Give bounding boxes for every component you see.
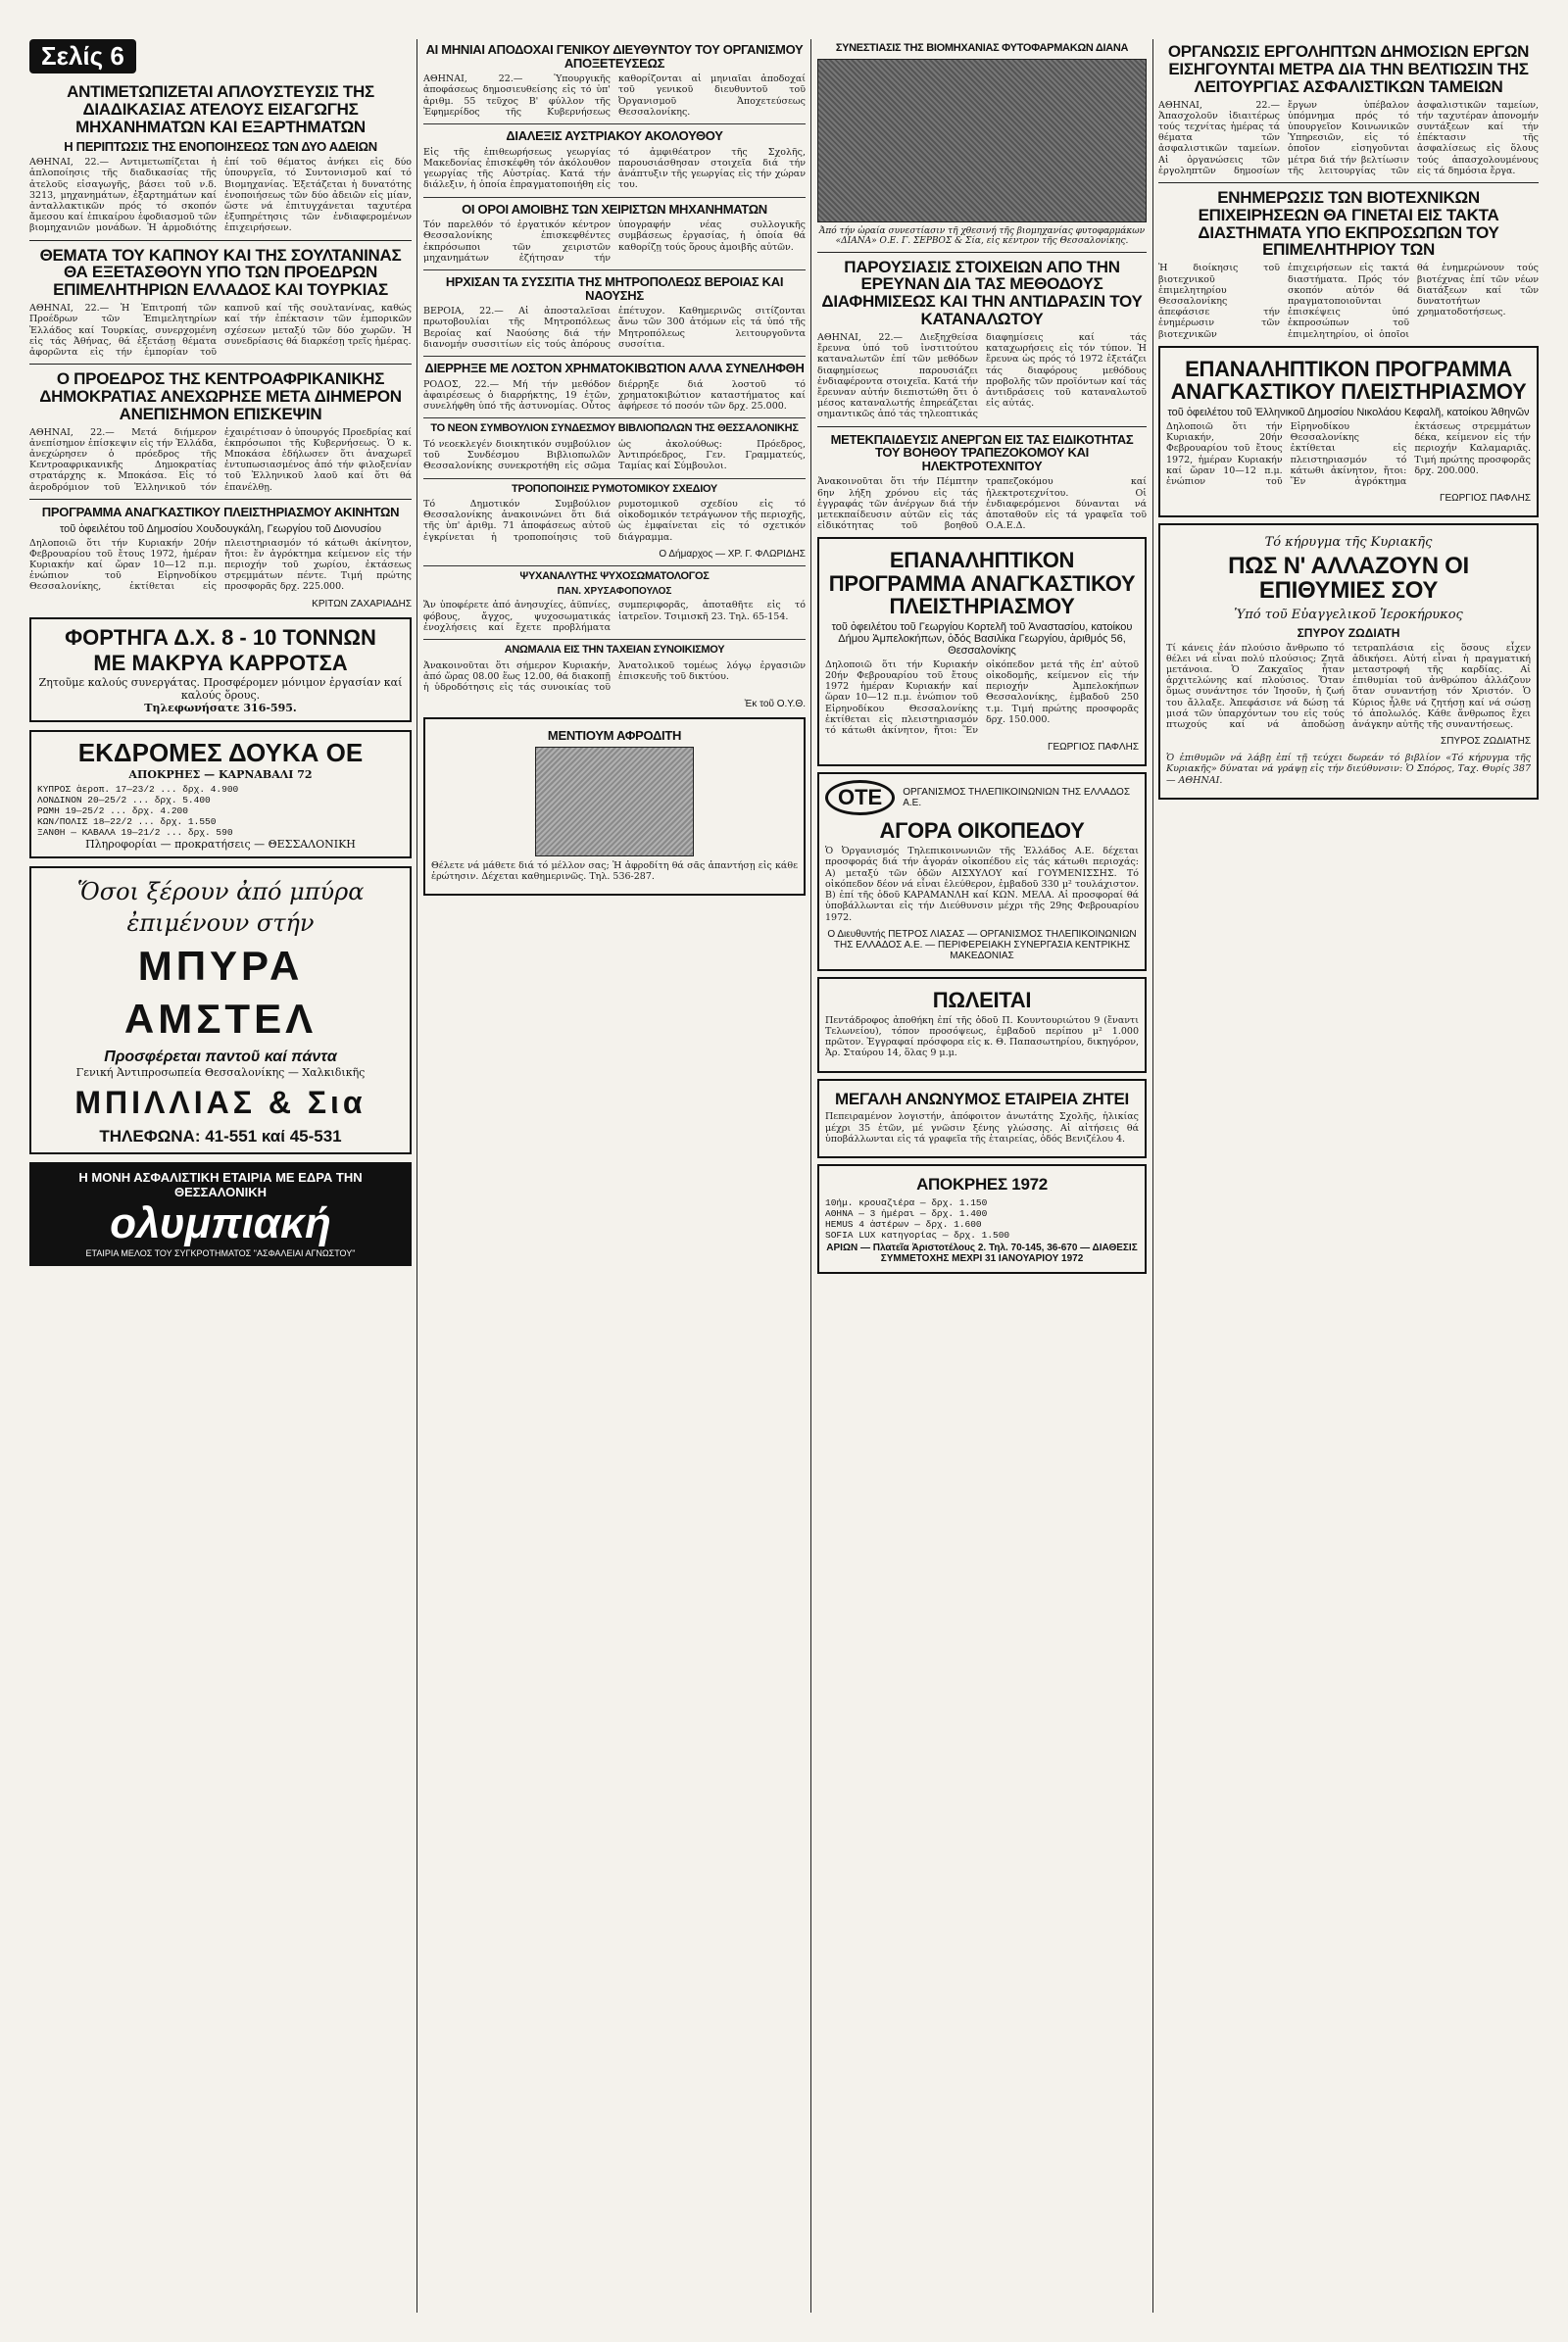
org-name: ΟΡΓΑΝΙΣΜΟΣ ΤΗΛΕΠΙΚΟΙΝΩΝΙΩΝ ΤΗΣ ΕΛΛΑΔΟΣ Α.Ε. xyxy=(903,787,1131,809)
subheadline: τοῦ ὀφειλέτου τοῦ Δημοσίου Χουδουγκάλη, Γεωργίου τοῦ Διονυσίου xyxy=(59,522,382,535)
ad-row: ΡΩΜΗ 19—25/2 ... δρχ. 4.200 xyxy=(37,805,188,816)
article-body: Ἀνακοινοῦται ὅτι τήν Πέμπτην 6ην λήξη χρόνου εἰς τάς ἐγγραφάς τῶν ἀνέργων διά τήν μετεκπαίδευσιν αὐτῶν εἰς τάς εἰδικότητας τοῦ βοηθοῦ τραπεζοκόμου καί ἠλεκτροτεχνίτου. Οἱ ἐνδιαφερόμενοι δύνανται νά ἀποταθοῦν εἰς τά γραφεῖα τοῦ Ο.Α.Ε.Δ. xyxy=(817,476,1147,532)
signature: ΚΡΙΤΩΝ ΖΑΧΑΡΙΑΔΗΣ xyxy=(312,598,412,610)
ote-logo: ΟΤΕ xyxy=(825,780,895,815)
article-repeat-auction-2 xyxy=(1158,346,1539,517)
ad-brand: ΜΠΥΡΑ xyxy=(137,942,304,989)
byline: Ὑπό τοῦ Εὐαγγελικοῦ Ἱεροκήρυκος xyxy=(1234,607,1463,622)
article-tobacco-sultanina xyxy=(29,247,412,359)
column-1 xyxy=(29,39,412,2313)
ad-douka-excursions xyxy=(29,730,412,858)
column-2 xyxy=(423,39,806,2313)
headline: ΠΑΡΟΥΣΙΑΣΙΣ ΣΤΟΙΧΕΙΩΝ ΑΠΟ ΤΗΝ ΕΡΕΥΝΑΝ ΔΙΑ ΤΑΣ ΜΕΘΟΔΟΥΣ ΔΙΑΦΗΜΙΣΕΩΣ ΚΑΙ ΤΗΝ ΑΝΤΙΔΡΑΣΙΝ ΤΟΥ ΚΑΤΑΝΑΛΩΤΟΥ xyxy=(821,257,1143,329)
ad-row: ΚΩΝ/ΠΟΛΙΣ 18—22/2 ... δρχ. 1.550 xyxy=(37,815,217,827)
article-body: ΡΟΔΟΣ, 22.— Μή τήν μεθόδον ἀφαιρέσεως ὁ διαρρήκτης, 19 ἐτῶν, συνελήφθη ὑπό τῆς ἀστυνομίας. Οὗτος διέρρηξε διά λοστοῦ τό χρηματοκιβώτιον καταστήματος καί ἀφήρεσε τό ποσόν τῶν δρχ. 25.000. xyxy=(423,378,806,413)
ad-body: Πεπειραμένον λογιστήν, ἀπόφοιτον ἀνωτάτης Σχολῆς, ἡλικίας μέχρι 35 ἐτῶν, μέ γνῶσιν ξένης γλώσσης. Αἱ αἰτήσεις θά ὑποβάλλωνται εἰς τά γραφεῖα τῆς ἑταιρείας, ὁδός Βενιζέλου 4. xyxy=(825,1111,1139,1145)
headline: ΑΝΤΙΜΕΤΩΠΙΖΕΤΑΙ ΑΠΛΟΥΣΤΕΥΣΙΣ ΤΗΣ ΔΙΑΔΙΚΑΣΙΑΣ ΑΤΕΛΟΥΣ ΕΙΣΑΓΩΓΗΣ ΜΗΧΑΝΗΜΑΤΩΝ ΚΑΙ ΕΞΑΡΤΗΜΑΤΩΝ xyxy=(67,82,374,136)
signature: ΣΠΥΡΟΣ ΖΩΔΙΑΤΗΣ xyxy=(1441,736,1531,748)
ad-row: ΚΥΠΡΟΣ ἀεροπ. 17—23/2 ... δρχ. 4.900 xyxy=(37,783,239,795)
article-booksellers-council xyxy=(423,423,806,471)
headline: ΕΠΑΝΑΛΗΠΤΙΚΟΝ ΠΡΟΓΡΑΜΜΑ ΑΝΑΓΚΑΣΤΙΚΟΥ ΠΛΕΙΣΤΗΡΙΑΣΜΟΥ xyxy=(828,548,1136,618)
headline: ΠΩΣ Ν' ΑΛΛΑΖΟΥΝ ΟΙ ΕΠΙΘΥΜΙΕΣ ΣΟΥ xyxy=(1228,553,1469,605)
article-austrian-lecture xyxy=(423,129,806,190)
ad-footer: ΑΡΙΩΝ — Πλατεῖα Ἀριστοτέλους 2. Τηλ. 70-145, 36-670 — ΔΙΑΘΕΣΙΣ ΣΥΜΜΕΤΟΧΗΣ ΜΕΧΡΙ 31 ΙΑΝΟΥΑΡΙΟΥ 1972 xyxy=(826,1242,1138,1264)
headline: ΕΠΑΝΑΛΗΠΤΙΚΟΝ ΠΡΟΓΡΑΜΜΑ ΑΝΑΓΚΑΣΤΙΚΟΥ ΠΛΕΙΣΤΗΡΙΑΣΜΟΥ xyxy=(1170,356,1527,404)
ad-tagline: Η ΜΟΝΗ ΑΣΦΑΛΙΣΤΙΚΗ ΕΤΑΙΡΙΑ ΜΕ ΕΔΡΑ ΤΗΝ ΘΕΣΣΑΛΟΝΙΚΗ xyxy=(78,1169,363,1199)
headline: ΕΝΗΜΕΡΩΣΙΣ ΤΩΝ ΒΙΟΤΕΧΝΙΚΩΝ ΕΠΙΧΕΙΡΗΣΕΩΝ ΘΑ ΓΙΝΕΤΑΙ ΕΙΣ ΤΑΚΤΑ ΔΙΑΣΤΗΜΑΤΑ ΥΠΟ ΕΚΠΡΟΣΩΠΩΝ ΤΟΥ ΕΠΙΜΕΛΗΤΗΡΙΟΥ ΤΩΝ xyxy=(1198,187,1499,260)
headline: ΜΕΓΑΛΗ ΑΝΩΝΥΜΟΣ ΕΤΑΙΡΕΙΑ ΖΗΤΕΙ xyxy=(835,1089,1129,1108)
headline: ΤΟ ΝΕΟΝ ΣΥΜΒΟΥΛΙΟΝ ΣΥΝΔΕΣΜΟΥ ΒΙΒΛΙΟΠΩΛΩΝ ΤΗΣ ΘΕΣΣΑΛΟΝΙΚΗΣ xyxy=(430,422,799,435)
page-number-tag: Σελίς 6 xyxy=(29,39,136,73)
article-body: ΒΕΡΟΙΑ, 22.— Αἱ ἀποσταλεῖσαι πρωτοβουλίαι τῆς Μητροπόλεως Βεροίας καί Ναούσης διά τήν διανομήν συσσιτίων εἰς τούς ἀπόρους ἐπέτυχον. Καθημερινῶς σιτίζονται ἄνω τῶν 300 ἀτόμων εἰς τά ὑπό τῆς Μητροπόλεως λειτουργοῦντα συσσίτια. xyxy=(423,306,806,350)
article-body: Τόν παρελθόν τό ἐργατικόν κέντρον Θεσσαλονίκης ἐπισκεφθέντες ἐκπρόσωποι τῶν χειριστῶν μηχανημάτων ἐζήτησαν τήν ὑπογραφήν νέας συλλογικῆς συμβάσεως ἐργασίας, ἡ ὁποία θά καθορίζῃ τούς ὅρους ἀμοιβῆς αὐτῶν. xyxy=(423,220,806,264)
headline: ΘΕΜΑΤΑ ΤΟΥ ΚΑΠΝΟΥ ΚΑΙ ΤΗΣ ΣΟΥΛΤΑΝΙΝΑΣ ΘΑ ΕΞΕΤΑΣΘΟΥΝ ΥΠΟ ΤΩΝ ΠΡΟΕΔΡΩΝ ΕΠΙΜΕΛΗΤΗΡΙΩΝ ΕΛΛΑΔΟΣ ΚΑΙ ΤΟΥΡΚΙΑΣ xyxy=(39,245,402,300)
headline: ΑΠΟΚΡΗΕΣ 1972 xyxy=(916,1175,1048,1195)
article-import-machinery xyxy=(29,83,412,234)
notice-body: Ὁ Ὀργανισμός Τηλεπικοινωνιῶν τῆς Ἑλλάδος Α.Ε. δέχεται προσφοράς διά τήν ἀγοράν οἰκοπέδου εἰς τάς κάτωθι περιοχάς: Α) μεταξύ τῶν ὁδῶν ΑΙΣΧΥΛΟΥ καί ΓΟΥΜΕΝΙΣΣΗΣ. Τό οἰκόπεδον δέον νά εἶναι ἐλεύθερον, ἐμβαδοῦ 330 μ² τουλάχιστον. Β) ἐπί τῆς ὁδοῦ ΚΑΡΑΜΑΝΛΗ καί ΚΩΝ. ΜΕΛΑ. Αἱ προσφοραί θά ὑποβάλλωνται εἰς τήν Διεύθυνσιν μέχρι τῆς 29ης Φεβρουαρίου 1972. xyxy=(825,846,1139,923)
article-auction-program xyxy=(29,506,412,610)
article-director-salary xyxy=(423,43,806,118)
headline: ΟΡΓΑΝΩΣΙΣ ΕΡΓΟΛΗΠΤΩΝ ΔΗΜΟΣΙΩΝ ΕΡΓΩΝ ΕΙΣΗΓΟΥΝΤΑΙ ΜΕΤΡΑ ΔΙΑ ΤΗΝ ΒΕΛΤΙΩΣΙΝ ΤΗΣ ΛΕΙΤΟΥΡΓΙΑΣ ΑΣΦΑΛΙΣΤΙΚΩΝ ΤΑΜΕΙΩΝ xyxy=(1167,42,1530,96)
signature: Ἐκ τοῦ Ο.Υ.Θ. xyxy=(744,699,806,710)
article-body: Ἡ διοίκησις τοῦ βιοτεχνικοῦ ἐπιμελητηρίου Θεσσαλονίκης ἀπεφάσισε τήν ἐνημέρωσιν τῶν βιοτεχνικῶν ἐπιχειρήσεων εἰς τακτά διαστήματα. Πρός τόν σκοπόν αὐτόν θά πραγματοποιοῦνται ἐπισκέψεις ὑπό ἐκπροσώπων τοῦ ἐπιμελητηρίου, οἱ ὁποῖοι θά ἐνημερώνουν τούς βιοτέχνας ἐπί τῶν νέων διατάξεων καί τῶν δυνατοτήτων χρηματοδοτήσεως. xyxy=(1158,263,1539,340)
article-town-plan xyxy=(423,484,806,560)
article-body: ΑΘΗΝΑΙ, 22.— Διεξηχθείσα ἔρευνα ὑπό τοῦ ἰνστιτούτου καταναλωτῶν ἐπί τῶν μεθόδων διαφημίσεως παρουσιάζει ἐνδιαφέροντα στοιχεῖα. Κατά τήν ἔρευναν αὐτήν διεπιστώθη ὅτι ὁ μέσος καταναλωτής ἐπηρεάζεται σημαντικῶς ἀπό τάς τηλεοπτικάς διαφημίσεις καί τάς καταχωρήσεις εἰς τόν τύπον. Ἡ ἔρευνα ὡς πρός τό 1972 ἐξετάζει τάς διαφόρους μεθόδους προβολῆς τῶν προϊόντων καί τάς ἀντιδράσεις τοῦ καταναλωτοῦ εἰς αὐτάς. xyxy=(817,331,1147,420)
article-body: ΑΘΗΝΑΙ, 22.— Αντιμετωπίζεται ἡ ἁπλοποίησις τῆς διαδικασίας τῆς ἀτελοῦς εἰσαγωγῆς, βάσει τοῦ ν.δ. 3213, μηχανημάτων, ἐξαρτημάτων καί ἀνταλλακτικῶν πρός τό σκοπόν ἄμεσου καί ἐπικαίρου ἐφοδιασμοῦ τῶν βιομηχανιῶν μονάδων. Ἡ ἁρμοδιότης ἐπί τοῦ θέματος ἀνήκει εἰς δύο ὑπουργεῖα, τό Συντονισμοῦ καί τό Βιομηχανίας. Ἐξετάζεται ἡ δυνατότης ἐνοποιήσεως τῶν δύο ἀδειῶν εἰς μίαν, ὥστε νά ἐπιτυγχάνεται ταχυτέρα ἐξυπηρέτησις τῶν ἐνδιαφερομένων ἐπιχειρήσεων. xyxy=(29,157,412,234)
article-body: ΑΘΗΝΑΙ, 22.— Ἀπασχολοῦν ἰδιαιτέρως τούς τεχνίτας ἡμέρας τά θέματα τῶν ἀσφαλιστικῶν ταμείων. Αἱ ὀργανώσεις τῶν ἐργοληπτῶν δημοσίων ἔργων ὑπέβαλον ὑπόμνημα πρός τό ὑπουργεῖον Κοινωνικῶν Ὑπηρεσιῶν, εἰς τό ὁποῖον εἰσηγοῦνται μέτρα διά τήν βελτίωσιν τῆς λειτουργίας τῶν ἀσφαλιστικῶν ταμείων, τήν ταχυτέραν ἀπονομήν συντάξεων καί τήν ἐπέκτασιν τῆς ἀσφαλίσεως εἰς ὅλους τούς ἀπασχολουμένους εἰς τά δημόσια ἔργα. xyxy=(1158,99,1539,176)
headline: ΔΙΕΡΡΗΞΕ ΜΕ ΛΟΣΤΟΝ ΧΡΗΜΑΤΟΚΙΒΩΤΙΟΝ ΑΛΛΑ ΣΥΝΕΛΗΦΘΗ xyxy=(424,361,805,376)
article-body: Ἄν ὑποφέρετε ἀπό ἀνησυχίες, ἀϋπνίες, φόβους, ἄγχος, ψυχοσωματικάς ἐνοχλήσεις καί ἔχετε προβλήματα συμπεριφορᾶς, ἀποταθῆτε εἰς τό ἰατρεῖον. Τσιμισκῆ 23. Τηλ. 65-154. xyxy=(423,600,806,633)
article-central-african-president xyxy=(29,370,412,493)
photo-caption: Ἀπό τήν ὡραία συνεστίασιν τῆ χθεσινή τῆς βιομηχανίας φυτοφαρμάκων «ΔΙΑΝΑ» Ο.Ε. Γ. ΣΕΡΒΟΣ & Σία, εἰς κέντρον τῆς Θεσσαλονίκης. xyxy=(818,225,1146,246)
article-water-supply xyxy=(423,645,806,709)
column-4 xyxy=(1158,39,1539,2313)
ad-medium-afroditi xyxy=(423,717,806,896)
olympiaki-logo: ολυμπιακή xyxy=(110,1198,331,1247)
author: ΣΠΥΡΟΥ ΖΩΔΙΑΤΗ xyxy=(1297,625,1400,640)
column-rule xyxy=(810,39,811,2313)
subheadline: τοῦ ὀφειλέτου τοῦ Ἑλληνικοῦ Δημοσίου Νικολάου Κεφαλῆ, κατοίκου Ἀθηνῶν xyxy=(1167,406,1530,418)
headline: ΔΙΑΛΕΞΙΣ ΑΥΣΤΡΙΑΚΟΥ ΑΚΟΛΟΥΘΟΥ xyxy=(506,128,723,144)
kicker: Τό κήρυγμα τῆς Κυριακῆς xyxy=(1264,535,1433,551)
article-operators-wages xyxy=(423,203,806,264)
article-body: Τό Δημοτικόν Συμβούλιον Θεσσαλονίκης ἀνακοινώνει ὅτι διά τῆς ὑπ' ἀριθμ. 71 ἀποφάσεως αὐτοῦ ἐγκρίνεται ἡ τροποποίησις τοῦ ρυμοτομικοῦ σχεδίου εἰς τό οἰκοδομικόν τετράγωνον τῆς περιοχῆς, ὡς ἐμφαίνεται εἰς τό σχετικόν διάγραμμα. xyxy=(423,499,806,543)
ad-row: ΞΑΝΘΗ — ΚΑΒΑΛΑ 19—21/2 ... δρχ. 590 xyxy=(37,826,233,838)
headline: ΑΓΟΡΑ ΟΙΚΟΠΕΔΟΥ xyxy=(879,818,1085,844)
headline: ΟΙ ΟΡΟΙ ΑΜΟΙΒΗΣ ΤΩΝ ΧΕΙΡΙΣΤΩΝ ΜΗΧΑΝΗΜΑΤΩΝ xyxy=(462,201,767,217)
ad-line: Ὅσοι ξέρουν ἀπό μπύρα xyxy=(76,877,365,905)
ad-line: ΜΕ ΜΑΚΡΥΑ ΚΑΡΡΟΤΣΑ xyxy=(93,650,348,675)
ad-company: ΜΠΙΛΛΙΑΣ & Σια xyxy=(74,1084,367,1120)
headline: ΑΙ ΜΗΝΙΑΙ ΑΠΟΔΟΧΑΙ ΓΕΝΙΚΟΥ ΔΙΕΥΘΥΝΤΟΥ ΤΟΥ ΟΡΓΑΝΙΣΜΟΥ ΑΠΟΞΕΤΕΥΣΕΩΣ xyxy=(425,42,804,71)
article-body: Ἀνακοινοῦται ὅτι σήμερον Κυριακήν, ἀπό ὥρας 08.00 ἕως 12.00, θά διακοπῇ ἡ ὑδροδότησις εἰς τάς συνοικίας τοῦ Ἀνατολικοῦ τομέως λόγῳ ἐργασιῶν ἐπισκευῆς τοῦ δικτύου. xyxy=(423,659,806,693)
article-sermon xyxy=(1158,523,1539,800)
portrait-photo xyxy=(535,747,694,856)
headline: ΠΡΟΓΡΑΜΜΑ ΑΝΑΓΚΑΣΤΙΚΟΥ ΠΛΕΙΣΤΗΡΙΑΣΜΟΥ ΑΚΙΝΗΤΩΝ xyxy=(41,504,400,519)
ad-phone: Τηλεφωνήσατε 316-595. xyxy=(144,701,297,714)
ad-footer: ΕΤΑΙΡΙΑ ΜΕΛΟΣ ΤΟΥ ΣΥΓΚΡΟΤΗΜΑΤΟΣ "ΑΣΦΑΛΕΙΑΙ ΑΓΝΩΣΤΟΥ" xyxy=(85,1247,356,1258)
ad-title: ΕΚΔΡΟΜΕΣ ΔΟΥΚΑ ΟΕ xyxy=(77,737,364,767)
signature: ΓΕΩΡΓΙΟΣ ΠΑΦΛΗΣ xyxy=(1439,493,1531,505)
ad-olympiaki-insurance xyxy=(29,1162,412,1266)
ad-line: Ζητοῦμε καλούς συνεργάτας. Προσφέρομεν μόνιμον ἐργασίαν καί καλούς ὅρους. xyxy=(38,675,403,702)
ad-rep: Γενική Ἀντιπροσωπεία Θεσσαλονίκης — Χαλκιδικῆς xyxy=(75,1065,366,1079)
article-body: ΑΘΗΝΑΙ, 22.— Ἡ Ἐπιτροπή τῶν Προέδρων τῶν Ἐπιμελητηρίων Ἑλλάδος καί Τουρκίας, συνερχομένη εἰς τάς Ἀθήνας, θά ἐξετάσῃ θέματα ἀφορῶντα εἰς τήν ἐμπορίαν τοῦ καπνοῦ καί τῆς σουλτανίνας, καθώς καί τήν ἐπέκτασιν τῶν ἐμπορικῶν σχέσεων μεταξύ τῶν δύο χωρῶν. Ἡ συνεδρίασις θά διαρκέσῃ τρεῖς ἡμέρας. xyxy=(29,303,412,358)
ad-line: ΦΟΡΤΗΓΑ Δ.Χ. 8 - 10 ΤΟΝΝΩΝ xyxy=(65,624,376,650)
signature: Ο Δήμαρχος — ΧΡ. Γ. ΦΛΩΡΙΔΗΣ xyxy=(659,548,806,560)
article-body: Δηλοποιῶ ὅτι τήν Κυριακήν, 20ήν Φεβρουαρίου τοῦ ἔτους 1972, ἡμέραν Κυριακήν καί ὥραν 10—12 π.μ. ἐνώπιον τοῦ Εἰρηνοδίκου Θεσσαλονίκης ἐκτίθεται εἰς πλειστηριασμόν τό κάτωθι ἀκίνητον, ἤτοι: Ἕν ἀγρόκτημα ἐκτάσεως στρεμμάτων δέκα, κείμενον εἰς τήν περιοχήν Καλαμαριᾶς. Τιμή πρώτης προσφορᾶς δρχ. 200.000. xyxy=(1166,420,1531,487)
subheadline: τοῦ ὀφειλέτου τοῦ Γεωργίου Κορτελῆ τοῦ Ἀναστασίου, κατοίκου Δήμου Ἀμπελοκήπων, ὁδός Βασιλίκα Γεωργίου, ἀριθμός 56, Θεσσαλονίκης xyxy=(831,620,1133,657)
ad-row: ΑΘΗΝΑ — 3 ἡμέραι — δρχ. 1.400 xyxy=(825,1207,988,1219)
article-contractors xyxy=(1158,43,1539,176)
notice-footer: Ο Διευθυντής ΠΕΤΡΟΣ ΛΙΑΣΑΣ — ΟΡΓΑΝΙΣΜΟΣ ΤΗΛΕΠΙΚΟΙΝΩΝΙΩΝ ΤΗΣ ΕΛΛΑΔΟΣ Α.Ε. — ΠΕΡΙΦΕΡΕΙΑΚΗ ΣΥΝΕΡΓΑΣΙΑ ΚΕΝΤΡΙΚΗΣ ΜΑΚΕΔΟΝΙΑΣ xyxy=(827,928,1137,961)
ad-row: SOFIA LUX κατηγορίας — δρχ. 1.500 xyxy=(825,1229,1010,1241)
article-soup-kitchens xyxy=(423,275,806,350)
article-safe-burglary xyxy=(423,362,806,412)
headline: ΑΝΩΜΑΛΙΑ ΕΙΣ ΤΗΝ ΤΑΧΕΙΑΝ ΣΥΝΟΙΚΙΣΜΟΥ xyxy=(504,644,725,657)
article-body: Δηλοποιῶ ὅτι τήν Κυριακήν 20ήν Φεβρουαρίου τοῦ ἔτους 1972 ἡμέραν Κυριακήν καί ὥραν 10—12 π.μ. ἐνώπιον τοῦ Εἰρηνοδίκου Θεσσαλονίκης ἐκτίθεται εἰς πλειστηριασμόν τό κάτωθι ἀκίνητον, ἤτοι: Ἕν οἰκόπεδον μετά τῆς ἐπ' αὐτοῦ οἰκοδομῆς, κείμενον εἰς τήν περιοχήν Ἀμπελοκήπων Θεσσαλονίκης, ἐμβαδοῦ 250 τ.μ. Τιμή πρώτης προσφορᾶς δρχ. 150.000. xyxy=(825,659,1139,736)
article-small-business xyxy=(1158,189,1539,340)
headline: ΜΕΤΕΚΠΑΙΔΕΥΣΙΣ ΑΝΕΡΓΩΝ ΕΙΣ ΤΑΣ ΕΙΔΙΚΟΤΗΤΑΣ ΤΟΥ ΒΟΗΘΟΥ ΤΡΑΠΕΖΟΚΟΜΟΥ ΚΑΙ ΗΛΕΚΤΡΟΤΕΧΝΙΤΟΥ xyxy=(830,431,1134,473)
headline: Ο ΠΡΟΕΔΡΟΣ ΤΗΣ ΚΕΝΤΡΟΑΦΡΙΚΑΝΙΚΗΣ ΔΗΜΟΚΡΑΤΙΑΣ ΑΝΕΧΩΡΗΣΕ ΜΕΤΑ ΔΙΗΜΕΡΟΝ ΑΝΕΠΙΣΗΜΟΝ ΕΠΙΣΚΕΨΙΝ xyxy=(39,369,402,423)
article-body: Εἰς τῆς ἐπιθεωρήσεως γεωργίας Μακεδονίας ἐπισκέφθη τόν ἀκόλουθον γεωργίας τῆς Αὐστρίας. Κατά τήν διάλεξιν, ἡ ὁποία ἐπραγματοποιήθη εἰς τό ἀμφιθέατρον τῆς Σχολῆς, παρουσιάσθησαν στοιχεῖα διά τήν ἀνάπτυξιν τῆς γεωργίας εἰς τήν χώραν του. xyxy=(423,146,806,191)
article-body: ΑΘΗΝΑΙ, 22.— Ὑπουργικῆς ἀποφάσεως δημοσιευθείσης εἰς τό ὑπ' ἀριθμ. 55 τεῦχος Β' φύλλον τῆς Ἐφημερίδος τῆς Κυβερνήσεως καθορίζονται αἱ μηνιαῖαι ἀποδοχαί τοῦ γενικοῦ διευθυντοῦ τοῦ Ὀργανισμοῦ Ἀποχετεύσεως Θεσσαλονίκης. xyxy=(423,73,806,118)
subheadline: Η ΠΕΡΙΠΤΩΣΙΣ ΤΗΣ ΕΝΟΠΟΙΗΣΕΩΣ ΤΩΝ ΔΥΟ ΑΔΕΙΩΝ xyxy=(64,138,377,154)
headline: ΠΩΛΕΙΤΑΙ xyxy=(932,987,1032,1012)
ad-row: 10ήμ. κρουαζιέρα — δρχ. 1.150 xyxy=(825,1196,988,1208)
headline: ΗΡΧΙΣΑΝ ΤΑ ΣΥΣΣΙΤΙΑ ΤΗΣ ΜΗΤΡΟΠΟΛΕΩΣ ΒΕΡΟΙΑΣ ΚΑΙ ΝΑΟΥΣΗΣ xyxy=(445,274,784,303)
headline: ΨΥΧΑΝΑΛΥΤΗΣ ΨΥΧΟΣΩΜΑΤΟΛΟΓΟΣ xyxy=(519,569,710,582)
article-body: ΑΘΗΝΑΙ, 22.— Μετά διήμερον ἀνεπίσημον ἐπίσκεψιν εἰς τήν Ἑλλάδα, ἀνεχώρησεν ὁ πρόεδρος τῆς Κεντροαφρικανικῆς Δημοκρατίας στρατάρχης κ. Μποκάσα. Εἰς τό ἀεροδρόμιον τοῦ Ἑλληνικοῦ τόν ἐχαιρέτισαν ὁ ὑπουργός Προεδρίας καί ἐκπρόσωποι τῆς Κυβερνήσεως. Ὁ κ. Μποκάσα ἐδήλωσεν ὅτι ἀναχωρεῖ ἐντυπωσιασμένος ἀπό τήν φιλοξενίαν τοῦ Ἑλληνικοῦ λαοῦ καί ὅτι θά ἐπανέλθῃ. xyxy=(29,426,412,493)
article-body: Τί κάνεις ἐάν πλούσιο ἄνθρωπο τό θέλει νά εἶναι πολύ πλούσιος; Ζητᾶ μετάνοια. Ὁ Ζακχαῖος ἦταν ἀρχιτελώνης καί πλούσιος. Ὅταν ὅμως συνάντησε τόν Ἰησοῦν, ἡ ζωή του ἄλλαξε. Ἀπεφάσισε νά δώσῃ τά μισά τῶν ὑπαρχόντων του εἰς τούς πτωχούς καί νά ἀποδώσῃ τετραπλάσια εἰς ὅσους εἶχεν ἀδικήσει. Αὐτή εἶναι ἡ πραγματική μεταστροφή τῆς καρδίας. Αἱ ἐπιθυμίαι τοῦ ἀνθρώπου ἀλλάζουν ὅταν συναντήσῃ τόν Χριστόν. Ὁ Κύριος ἦλθε νά ζητήσῃ καί νά σώσῃ τό ἀπολωλός. Κάθε ἄνθρωπος ἔχει ἀνάγκην αὐτῆς τῆς συναντήσεως. xyxy=(1166,642,1531,730)
column-rule xyxy=(1152,39,1153,2313)
signature: ΓΕΩΡΓΙΟΣ ΠΑΦΛΗΣ xyxy=(1047,742,1139,754)
footnote: Ὁ ἐπιθυμῶν νά λάβῃ ἐπί τῇ τεύχει δωρεάν τό βιβλίον «Τό κήρυγμα τῆς Κυριακῆς» δύναται νά γράψῃ εἰς τήν διεύθυνσιν: Ὁ Σπόρος, Ταχ. Θυρίς 387 — ΑΘΗΝΑΙ. xyxy=(1166,753,1531,786)
ad-row: HEMUS 4 ἀστέρων — δρχ. 1.600 xyxy=(825,1218,982,1230)
column-3b xyxy=(990,39,1147,2313)
ad-body: Πεντάδροφος ἀποθήκη ἐπί τῆς ὁδοῦ Π. Κουντουριώτου 9 (ἔναντι Τελωνείου), τόπον προσόψεως, ἐμβαδοῦ περίπου μ² 1.000 πρῶτον. Ἐγγραφαί πρόσφορα εἰς κ. Θ. Παπασωτηρίου, δικηγόρον, Ἀρ. Σταύρου 14, ὅλας 9 μ.μ. xyxy=(825,1014,1139,1059)
headline: ΤΡΟΠΟΠΟΙΗΣΙΣ ΡΥΜΟΤΟΜΙΚΟΥ ΣΧΕΔΙΟΥ xyxy=(512,482,717,495)
column-rule xyxy=(416,39,417,2313)
article-body: Τό νεοεκλεγέν διοικητικόν συμβούλιον τοῦ Συνδέσμου Βιβλιοπωλῶν Θεσσαλονίκης συνεκροτήθη εἰς σῶμα ὡς ἀκολούθως: Πρόεδρος, Ἀντιπρόεδρος, Γεν. Γραμματεύς, Ταμίας καί Σύμβουλοι. xyxy=(423,438,806,472)
ad-trucks xyxy=(29,617,412,722)
ad-footer: Πληροφορίαι — προκρατήσεις — ΘΕΣΣΑΛΟΝΙΚΗ xyxy=(85,837,356,851)
ad-subtitle: ΑΠΟΚΡΗΕΣ — ΚΑΡΝΑΒΑΛΙ 72 xyxy=(128,767,313,781)
article-psychoanalyst xyxy=(423,571,806,633)
ad-brand: ΑΜΣΤΕΛ xyxy=(123,995,318,1042)
ad-body: Θέλετε νά μάθετε διά τό μέλλον σας; Ἡ ἀφροδίτη θά σᾶς ἀπαντήσῃ εἰς κάθε ἐρώτησιν. Δέχεται καθημερινῶς. Τηλ. 536-287. xyxy=(431,859,798,883)
article-body: Δηλοποιῶ ὅτι τήν Κυριακήν 20ήν Φεβρουαρίου τοῦ ἔτους 1972, ἡμέραν Κυριακήν καί ὥραν 10—12 π.μ. ἐνώπιον τοῦ Εἰρηνοδίκου Θεσσαλονίκης, ἐκτίθεται εἰς πλειστηριασμόν τό κάτωθι ἀκίνητον, ἤτοι: ἕν ἀγρόκτημα κείμενον εἰς τήν περιοχήν τοῦ χωρίου, ἐκτάσεως στρεμμάτων πέντε. Τιμή πρώτης προσφορᾶς δρχ. 225.000. xyxy=(29,537,412,593)
ad-row: ΛΟΝΔΙΝΟΝ 20—25/2 ... δρχ. 5.400 xyxy=(37,794,211,805)
ad-line: ἐπιμένουν στήν xyxy=(126,908,315,937)
doctor-name: ΠΑΝ. ΧΡΥΣΑΦΟΠΟΥΛΟΣ xyxy=(557,586,672,598)
ad-title: ΜΕΝΤΙΟΥΜ ΑΦΡΟΔΙΤΗ xyxy=(547,728,682,744)
ad-phones: ΤΗΛΕΦΩΝΑ: 41-551 καί 45-531 xyxy=(99,1126,342,1146)
headline: ΣΥΝΕΣΤΙΑΣΙΣ ΤΗΣ ΒΙΟΜΗΧΑΝΙΑΣ ΦΥΤΟΦΑΡΜΑΚΩΝ ΔΙΑΝΑ xyxy=(835,42,1129,54)
ad-slogan: Προσφέρεται παντοῦ καί πάντα xyxy=(104,1048,337,1065)
ad-amstel-beer xyxy=(29,866,412,1154)
